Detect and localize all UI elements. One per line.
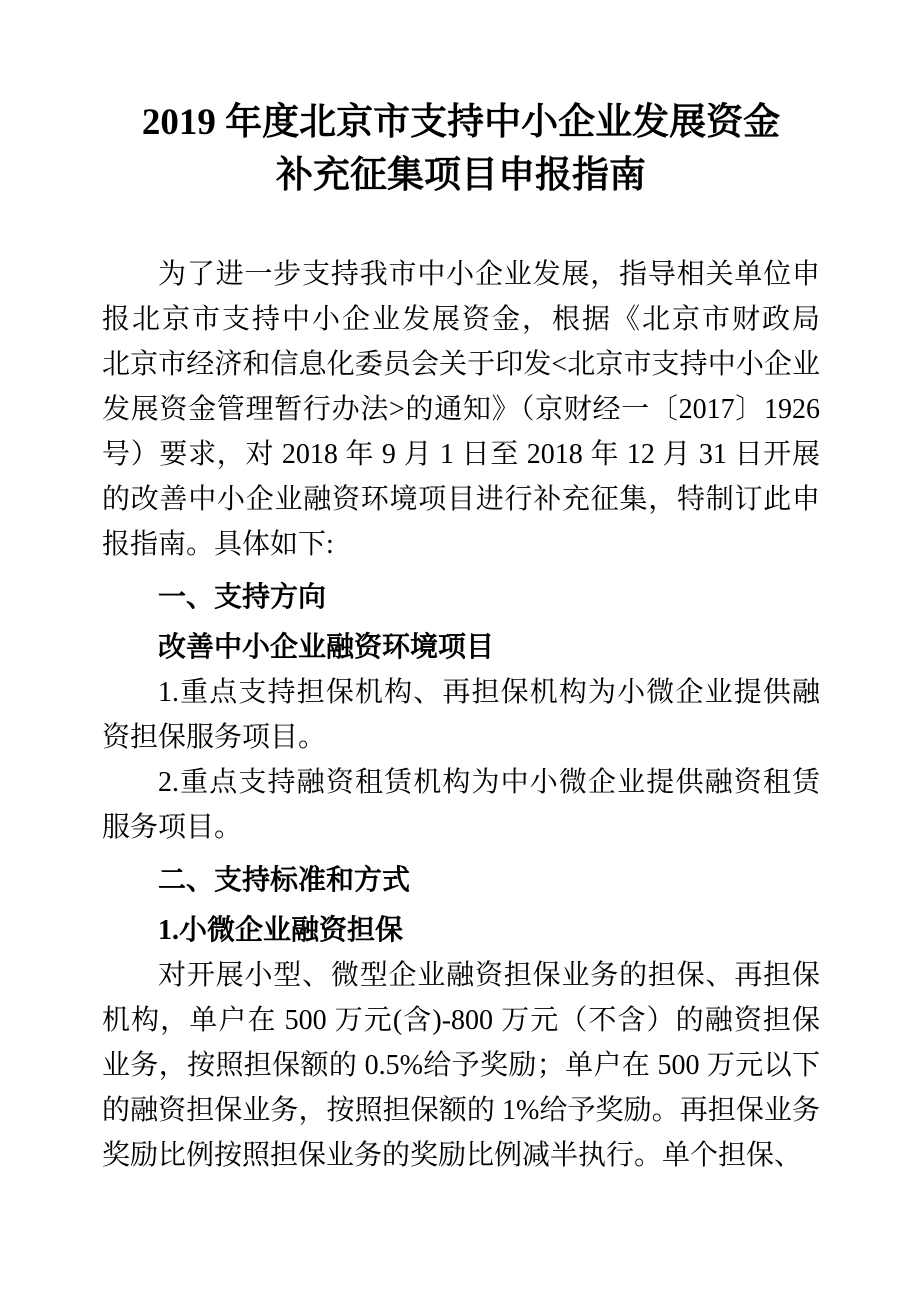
document-title-line-1: 2019 年度北京市支持中小企业发展资金 [141,102,781,143]
document-title [102,96,820,202]
intro-paragraph: 为了进一步支持我市中小企业发展，指导相关单位申报北京市支持中小企业发展资金，根据《北京市财政局 北京市经济和信息化委员会关于印发<北京市支持中小企业发展资金管理暂行办法>的通知》（京财经一〔2017〕1926 号）要求，对 2018 年 9 月 1 日至 2018 年 12 月 31 日开展的改善中小企业融资环境项目进行补充征集，特制订此申报指南。具体如下: [102,259,849,560]
section-heading-support-standards: 二、支持标准和方式 [158,864,411,895]
document-body [102,252,849,1178]
subsection-heading-financing-environment: 改善中小企业融资环境项目 [158,632,495,663]
subsection-heading-sme-financing-guarantee: 1.小微企业融资担保 [158,915,404,946]
list-item-leasing-institutions: 2.重点支持融资租赁机构为中小微企业提供融资租赁服务项目。 [102,767,820,843]
section-heading-support-direction: 一、支持方向 [158,581,327,612]
list-item-guarantee-institutions: 1.重点支持担保机构、再担保机构为小微企业提供融资担保服务项目。 [102,677,820,753]
guarantee-standards-paragraph: 对开展小型、微型企业融资担保业务的担保、再担保机构，单户在 500 万元(含)-800 万元（不含）的融资担保业务，按照担保额的 0.5%给予奖励；单户在 500 万元以下的融资担保业务，按照担保额的 1%给予奖励。再担保业务奖励比例按照担保业务的奖励比例减半执行。单个担保、 [102,960,820,1171]
document-title-line-2: 补充征集项目申报指南 [276,155,646,196]
